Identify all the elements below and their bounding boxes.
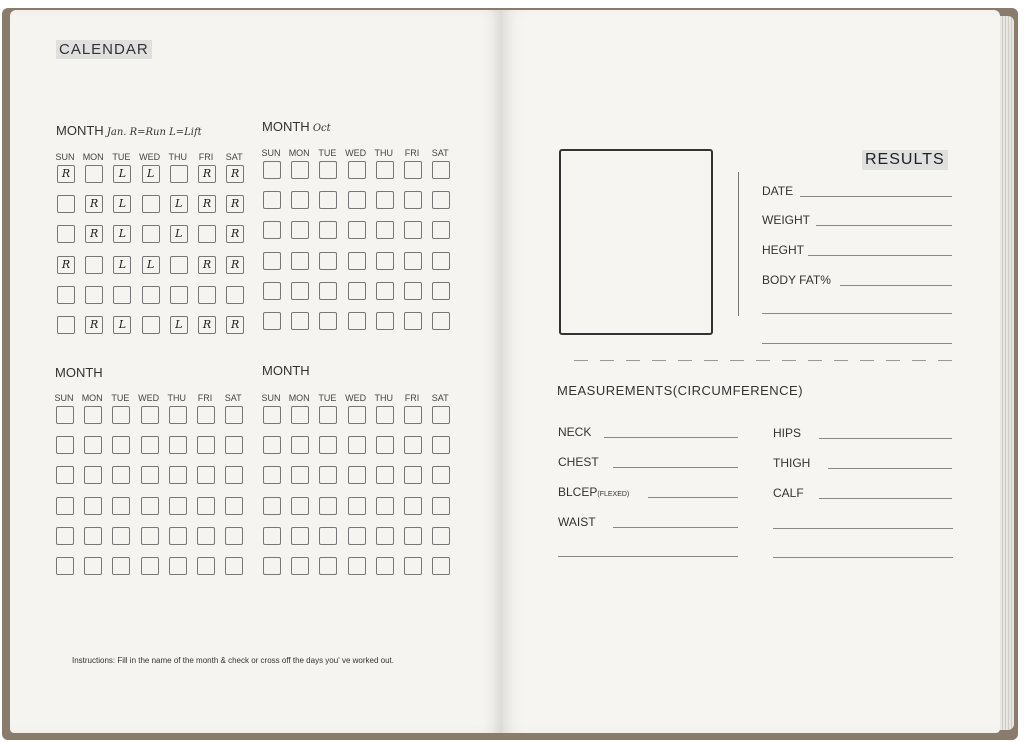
weekday-header: MON — [288, 148, 310, 158]
separator-dash — [652, 360, 666, 361]
day-checkbox[interactable] — [141, 497, 159, 515]
day-checkbox[interactable] — [432, 466, 450, 484]
day-checkbox[interactable] — [432, 436, 450, 454]
result-field-label: HEGHT — [762, 243, 804, 257]
day-checkbox[interactable] — [56, 436, 74, 454]
day-checkbox[interactable] — [112, 466, 130, 484]
day-checkbox[interactable] — [263, 252, 281, 270]
day-checkbox[interactable] — [404, 436, 422, 454]
weekday-header: THU — [168, 152, 188, 162]
day-checkbox[interactable] — [112, 436, 130, 454]
weekday-header: WED — [138, 393, 160, 403]
month-handwritten-note: Jan. R=Run L=Lift — [103, 127, 202, 138]
measurement-label-text: WAIST — [558, 515, 596, 529]
day-checkbox[interactable] — [57, 316, 75, 334]
day-checkbox[interactable] — [169, 557, 187, 575]
day-checkbox[interactable] — [319, 191, 337, 209]
day-checkbox[interactable] — [112, 557, 130, 575]
day-checkbox[interactable] — [291, 312, 309, 330]
separator-dash — [730, 360, 744, 361]
weekday-header: SAT — [225, 152, 243, 162]
day-checkbox[interactable] — [113, 286, 131, 304]
separator-dash — [626, 360, 640, 361]
day-checkbox[interactable] — [376, 282, 394, 300]
day-checkbox[interactable] — [169, 527, 187, 545]
measurement-line[interactable] — [613, 527, 738, 528]
day-checkbox[interactable] — [376, 406, 394, 424]
day-checkbox[interactable] — [263, 221, 281, 239]
day-checkbox[interactable] — [263, 497, 281, 515]
weekday-header: SAT — [431, 148, 449, 158]
day-checkbox[interactable] — [263, 282, 281, 300]
separator-dash — [938, 360, 952, 361]
measurement-blank-line[interactable] — [773, 557, 953, 558]
measurement-label — [558, 455, 599, 469]
day-checkbox[interactable] — [56, 466, 74, 484]
day-checkbox[interactable] — [348, 406, 366, 424]
day-checkbox[interactable]: L — [113, 316, 131, 334]
weekday-header: THU — [374, 393, 394, 403]
day-checkbox[interactable] — [170, 165, 188, 183]
separator-dash — [834, 360, 848, 361]
measurement-line[interactable] — [828, 468, 952, 469]
day-checkbox[interactable] — [263, 191, 281, 209]
day-checkbox[interactable] — [225, 466, 243, 484]
separator-dash — [860, 360, 874, 361]
day-checkbox[interactable] — [432, 406, 450, 424]
day-checkbox[interactable] — [348, 312, 366, 330]
day-checkbox[interactable] — [291, 221, 309, 239]
result-field-label: DATE — [762, 184, 794, 198]
day-checkbox[interactable]: R — [85, 225, 103, 243]
day-checkbox[interactable] — [141, 406, 159, 424]
day-checkbox[interactable] — [319, 557, 337, 575]
result-field-line[interactable] — [808, 255, 952, 256]
month-handwritten-note: Oct — [309, 123, 331, 134]
result-field-line[interactable] — [800, 196, 952, 197]
day-checkbox[interactable] — [404, 282, 422, 300]
weekday-header: MON — [81, 393, 103, 403]
day-checkbox[interactable] — [348, 497, 366, 515]
separator-dash — [704, 360, 718, 361]
day-checkbox[interactable] — [376, 312, 394, 330]
measurement-label-text: CHEST — [558, 455, 599, 469]
day-checkbox[interactable] — [141, 557, 159, 575]
day-checkbox[interactable] — [198, 225, 216, 243]
calendar-title: CALENDAR — [56, 40, 152, 59]
day-checkbox[interactable] — [376, 557, 394, 575]
day-checkbox[interactable] — [432, 282, 450, 300]
day-checkbox[interactable]: R — [226, 316, 244, 334]
day-checkbox[interactable] — [319, 221, 337, 239]
day-checkbox[interactable] — [85, 256, 103, 274]
month-label-text: MONTH — [262, 363, 310, 378]
day-checkbox[interactable] — [112, 527, 130, 545]
weekday-header: FRI — [404, 393, 420, 403]
day-checkbox[interactable] — [291, 497, 309, 515]
day-checkbox[interactable]: L — [142, 165, 160, 183]
day-checkbox[interactable]: L — [113, 195, 131, 213]
day-checkbox[interactable] — [169, 466, 187, 484]
day-checkbox[interactable] — [291, 466, 309, 484]
day-checkbox[interactable]: R — [198, 316, 216, 334]
measurement-label-text: BLCEP — [558, 485, 598, 499]
day-checkbox[interactable] — [225, 557, 243, 575]
measurements-title: MEASUREMENTS(CIRCUMFERENCE) — [557, 383, 804, 398]
day-checkbox[interactable] — [170, 286, 188, 304]
measurement-line[interactable] — [648, 497, 738, 498]
day-checkbox[interactable]: R — [226, 256, 244, 274]
day-checkbox[interactable] — [404, 312, 422, 330]
day-checkbox[interactable] — [348, 191, 366, 209]
day-checkbox[interactable]: L — [170, 225, 188, 243]
day-checkbox[interactable] — [84, 497, 102, 515]
day-checkbox[interactable] — [291, 191, 309, 209]
day-checkbox[interactable] — [376, 191, 394, 209]
day-checkbox[interactable]: R — [226, 195, 244, 213]
day-checkbox[interactable] — [404, 497, 422, 515]
measurement-blank-line[interactable] — [773, 528, 953, 529]
day-checkbox[interactable] — [84, 527, 102, 545]
day-checkbox[interactable] — [141, 466, 159, 484]
separator-dash — [574, 360, 588, 361]
day-checkbox[interactable] — [141, 527, 159, 545]
day-checkbox[interactable] — [432, 527, 450, 545]
day-checkbox[interactable] — [291, 406, 309, 424]
day-checkbox[interactable] — [56, 527, 74, 545]
measurement-label — [558, 515, 596, 529]
weekday-header: MON — [82, 152, 104, 162]
day-checkbox[interactable] — [319, 466, 337, 484]
weekday-header: WED — [139, 152, 161, 162]
day-checkbox[interactable] — [319, 497, 337, 515]
page-edges — [1000, 16, 1014, 730]
month-label — [262, 119, 331, 134]
day-checkbox[interactable] — [348, 436, 366, 454]
day-checkbox[interactable]: R — [57, 256, 75, 274]
day-checkbox[interactable] — [142, 286, 160, 304]
day-checkbox[interactable] — [112, 497, 130, 515]
day-checkbox[interactable] — [404, 161, 422, 179]
day-checkbox[interactable]: L — [170, 195, 188, 213]
day-checkbox[interactable] — [197, 406, 215, 424]
day-checkbox[interactable]: R — [57, 165, 75, 183]
day-checkbox[interactable] — [404, 527, 422, 545]
day-checkbox[interactable]: R — [198, 256, 216, 274]
result-field-line[interactable] — [816, 225, 952, 226]
day-checkbox[interactable] — [263, 436, 281, 454]
day-checkbox[interactable] — [348, 252, 366, 270]
day-checkbox[interactable] — [376, 161, 394, 179]
day-checkbox[interactable]: R — [85, 316, 103, 334]
day-checkbox[interactable] — [432, 191, 450, 209]
day-checkbox[interactable] — [225, 406, 243, 424]
day-checkbox[interactable] — [197, 436, 215, 454]
day-checkbox[interactable] — [263, 557, 281, 575]
weekday-header: SUN — [261, 148, 281, 158]
day-checkbox[interactable] — [291, 436, 309, 454]
day-checkbox[interactable] — [291, 282, 309, 300]
day-checkbox[interactable]: L — [142, 256, 160, 274]
weekday-header: SAT — [224, 393, 242, 403]
day-checkbox[interactable] — [142, 225, 160, 243]
measurement-line[interactable] — [613, 467, 738, 468]
day-checkbox[interactable] — [169, 406, 187, 424]
day-checkbox[interactable] — [376, 252, 394, 270]
day-checkbox[interactable] — [170, 256, 188, 274]
day-checkbox[interactable] — [263, 466, 281, 484]
day-checkbox[interactable] — [404, 221, 422, 239]
weekday-header: WED — [345, 393, 367, 403]
day-checkbox[interactable]: R — [85, 195, 103, 213]
day-checkbox[interactable]: L — [113, 225, 131, 243]
day-checkbox[interactable] — [263, 312, 281, 330]
day-checkbox[interactable] — [263, 527, 281, 545]
weekday-header: SUN — [55, 152, 75, 162]
separator-dash — [782, 360, 796, 361]
day-checkbox[interactable] — [376, 221, 394, 239]
day-checkbox[interactable] — [85, 165, 103, 183]
measurement-line[interactable] — [604, 437, 738, 438]
day-checkbox[interactable] — [348, 282, 366, 300]
day-checkbox[interactable] — [404, 466, 422, 484]
day-checkbox[interactable] — [291, 161, 309, 179]
day-checkbox[interactable] — [169, 497, 187, 515]
day-checkbox[interactable]: R — [226, 165, 244, 183]
day-checkbox[interactable] — [376, 497, 394, 515]
day-checkbox[interactable] — [319, 282, 337, 300]
measurement-line[interactable] — [819, 498, 952, 499]
weekday-header: THU — [374, 148, 394, 158]
day-checkbox[interactable]: R — [198, 195, 216, 213]
weekday-header: WED — [345, 148, 367, 158]
day-checkbox[interactable] — [263, 406, 281, 424]
weekday-header: TUE — [318, 393, 337, 403]
day-checkbox[interactable]: R — [198, 165, 216, 183]
day-checkbox[interactable] — [169, 436, 187, 454]
day-checkbox[interactable] — [432, 252, 450, 270]
day-checkbox[interactable] — [348, 527, 366, 545]
day-checkbox[interactable] — [404, 252, 422, 270]
day-checkbox[interactable] — [112, 406, 130, 424]
measurement-label-text: NECK — [558, 425, 592, 439]
day-checkbox[interactable] — [319, 161, 337, 179]
day-checkbox[interactable] — [319, 406, 337, 424]
weekday-header: SUN — [54, 393, 74, 403]
day-checkbox[interactable] — [348, 557, 366, 575]
day-checkbox[interactable] — [56, 557, 74, 575]
day-checkbox[interactable] — [56, 497, 74, 515]
day-checkbox[interactable] — [432, 312, 450, 330]
separator-dash — [912, 360, 926, 361]
day-checkbox[interactable] — [348, 466, 366, 484]
day-checkbox[interactable] — [142, 195, 160, 213]
day-checkbox[interactable] — [432, 557, 450, 575]
day-checkbox[interactable] — [57, 286, 75, 304]
day-checkbox[interactable] — [226, 286, 244, 304]
photo-frame[interactable] — [559, 149, 713, 335]
separator-dash — [886, 360, 900, 361]
results-title: RESULTS — [862, 150, 948, 170]
separator-dash — [808, 360, 822, 361]
day-checkbox[interactable] — [197, 527, 215, 545]
measurement-label: CALF — [773, 486, 804, 500]
day-checkbox[interactable] — [291, 527, 309, 545]
day-checkbox[interactable] — [376, 527, 394, 545]
day-checkbox[interactable] — [225, 527, 243, 545]
day-checkbox[interactable] — [84, 466, 102, 484]
day-checkbox[interactable] — [291, 252, 309, 270]
month-label-text: MONTH — [262, 119, 310, 134]
day-checkbox[interactable] — [376, 436, 394, 454]
weekday-header: SUN — [261, 393, 281, 403]
weekday-header: MON — [288, 393, 310, 403]
day-checkbox[interactable]: L — [170, 316, 188, 334]
day-checkbox[interactable] — [84, 436, 102, 454]
day-checkbox[interactable]: L — [113, 165, 131, 183]
day-checkbox[interactable] — [404, 557, 422, 575]
weekday-header: TUE — [112, 152, 131, 162]
day-checkbox[interactable] — [57, 195, 75, 213]
day-checkbox[interactable] — [197, 466, 215, 484]
measurement-label — [558, 485, 629, 499]
result-field-label: BODY FAT% — [762, 273, 831, 287]
weekday-header: FRI — [197, 393, 213, 403]
day-checkbox[interactable] — [404, 406, 422, 424]
day-checkbox[interactable] — [432, 161, 450, 179]
separator-dash — [756, 360, 770, 361]
measurement-label: THIGH — [773, 456, 811, 470]
separator-dash — [600, 360, 614, 361]
day-checkbox[interactable] — [84, 557, 102, 575]
weekday-header: TUE — [318, 148, 337, 158]
measurement-line[interactable] — [819, 438, 952, 439]
day-checkbox[interactable] — [85, 286, 103, 304]
day-checkbox[interactable] — [348, 161, 366, 179]
day-checkbox[interactable] — [198, 286, 216, 304]
day-checkbox[interactable] — [84, 406, 102, 424]
instructions-text: Instructions: Fill in the name of the month & check or cross off the days you' ve worked out. — [72, 656, 394, 665]
measurement-blank-line[interactable] — [558, 556, 738, 557]
day-checkbox[interactable]: R — [226, 225, 244, 243]
weekday-header: SAT — [431, 393, 449, 403]
day-checkbox[interactable] — [319, 436, 337, 454]
weekday-header: TUE — [111, 393, 130, 403]
day-checkbox[interactable]: L — [113, 256, 131, 274]
day-checkbox[interactable] — [141, 436, 159, 454]
weekday-header: THU — [167, 393, 187, 403]
day-checkbox[interactable] — [225, 436, 243, 454]
day-checkbox[interactable] — [142, 316, 160, 334]
day-checkbox[interactable] — [376, 466, 394, 484]
month-label-text: MONTH — [56, 123, 104, 138]
day-checkbox[interactable] — [263, 161, 281, 179]
weekday-header: FRI — [404, 148, 420, 158]
result-blank-line[interactable] — [762, 343, 952, 344]
divider-line — [738, 172, 739, 316]
month-label — [56, 123, 202, 138]
separator-dash — [678, 360, 692, 361]
measurement-label — [558, 425, 591, 439]
measurement-label: HIPS — [773, 426, 802, 440]
day-checkbox[interactable] — [56, 406, 74, 424]
right-page — [502, 10, 1000, 733]
month-label — [262, 363, 310, 378]
day-checkbox[interactable] — [319, 252, 337, 270]
weekday-header: FRI — [198, 152, 214, 162]
result-blank-line[interactable] — [762, 313, 952, 314]
day-checkbox[interactable] — [319, 527, 337, 545]
day-checkbox[interactable] — [197, 557, 215, 575]
day-checkbox[interactable] — [404, 191, 422, 209]
result-field-label: WEIGHT — [762, 213, 810, 227]
day-checkbox[interactable] — [432, 497, 450, 515]
month-label — [55, 365, 103, 380]
day-checkbox[interactable] — [319, 312, 337, 330]
day-checkbox[interactable] — [57, 225, 75, 243]
month-label-text: MONTH — [55, 365, 103, 380]
result-field-line[interactable] — [840, 285, 952, 286]
day-checkbox[interactable] — [348, 221, 366, 239]
day-checkbox[interactable] — [291, 557, 309, 575]
day-checkbox[interactable] — [432, 221, 450, 239]
day-checkbox[interactable] — [197, 497, 215, 515]
measurement-label-suffix: (FLEXED) — [597, 491, 630, 498]
day-checkbox[interactable] — [225, 497, 243, 515]
